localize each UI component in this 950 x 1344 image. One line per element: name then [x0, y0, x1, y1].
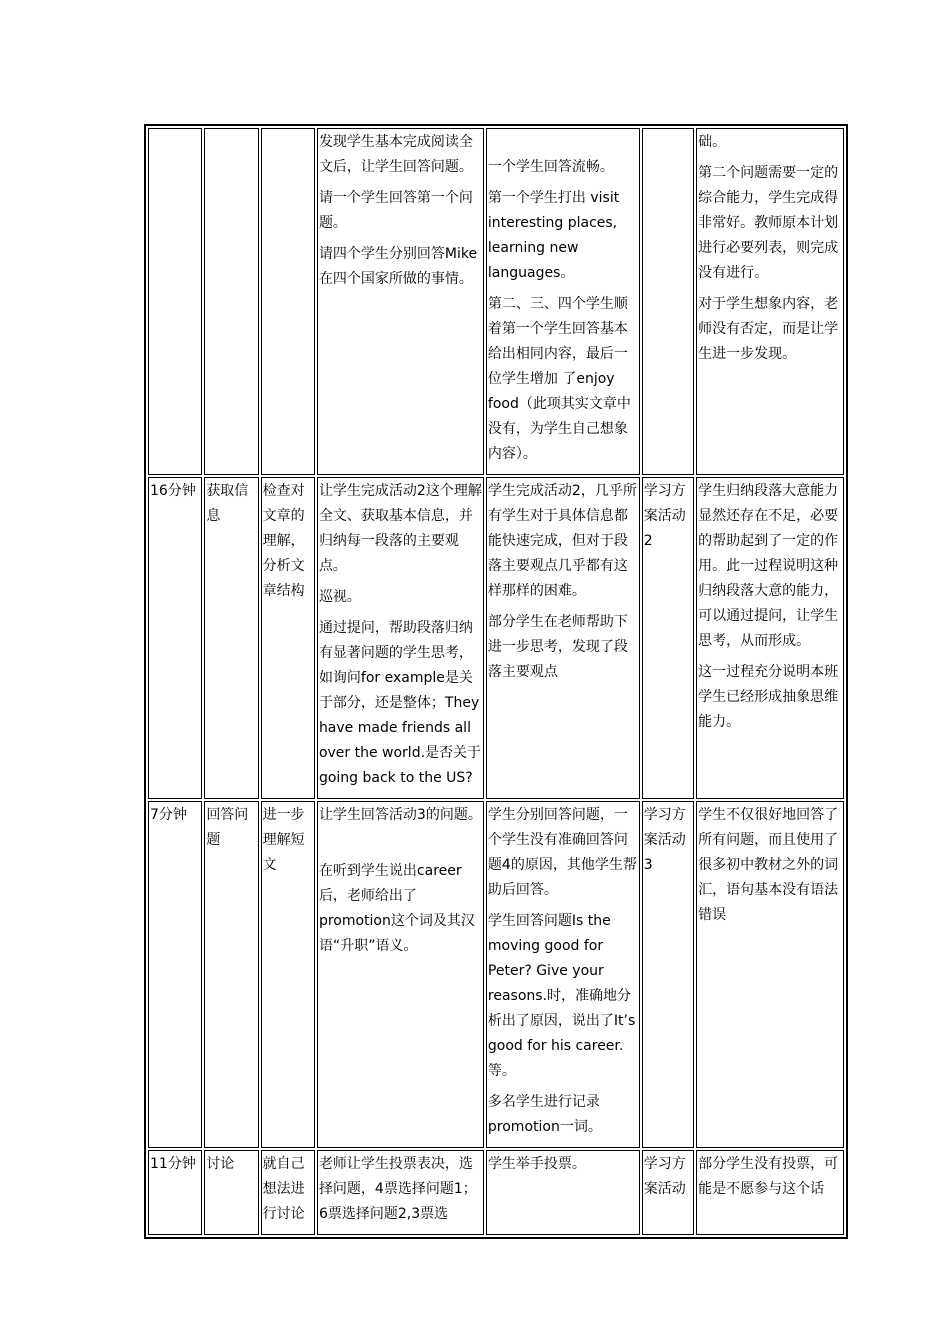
- paragraph: 学生不仅很好地回答了所有问题，而且使用了很多初中教材之外的词汇，语句基本没有语法错误: [698, 807, 839, 923]
- step-cell: 获取信息: [204, 477, 258, 799]
- paragraph: 础。: [698, 134, 727, 150]
- paragraph: 多名学生进行记录promotion一词。: [487, 1094, 602, 1135]
- paragraph: 学生回答问题Is the moving good for Peter? Give your reasons.时，准确地分析出了原因，说出了It’s good for his career.等。: [487, 913, 636, 1079]
- paragraph: 对于学生想象内容，老师没有否定，而是让学生进一步发现。: [698, 296, 839, 362]
- paragraph: 学生分别回答问题，一个学生没有准确回答问题4的原因，其他学生帮助后回答。: [487, 807, 637, 898]
- time-cell: 7分钟: [148, 801, 202, 1148]
- paragraph: 第二、三、四个学生顺着第一个学生回答基本给出相同内容，最后一位学生增加 了enjoy food（此项其实文章中没有，为学生自己想象内容）。: [487, 296, 631, 462]
- teacher-activity-cell: [317, 1150, 484, 1235]
- paragraph: 学生归纳段落大意能力显然还存在不足，必要的帮助起到了一定的作用。此一过程说明这种归纳段落大意的能力，可以通过提问，让学生思考，从而形成。: [698, 483, 839, 649]
- paragraph: 通过提问，帮助段落归纳有显著问题的学生思考，如询问for example是关于部分，还是整体；They have made friends all over the world.是否关于going back to the US?: [318, 620, 482, 786]
- teacher-activity-cell: [317, 477, 484, 799]
- paragraph: 请一个学生回答第一个问题。: [318, 190, 473, 231]
- paragraph: 发现学生基本完成阅读全文后，让学生回答问题。: [318, 134, 473, 175]
- material-cell: 学习方案活动: [642, 1150, 694, 1235]
- paragraph: 第一个学生打出 visit interesting places, learning new languages。: [487, 190, 620, 281]
- material-cell: 学习方案活动3: [642, 801, 694, 1148]
- teacher-activity-cell: [317, 801, 484, 1148]
- step-cell: 讨论: [204, 1150, 258, 1235]
- paragraph: 巡视。: [318, 589, 361, 605]
- time-cell: 11分钟: [148, 1150, 202, 1235]
- paragraph: 第二个问题需要一定的综合能力，学生完成得非常好。教师原本计划进行必要列表，则完成没有进行。: [698, 165, 839, 281]
- goal-cell: [261, 128, 315, 475]
- step-cell: [204, 128, 258, 475]
- paragraph: 老师让学生投票表决，选择问题，4票选择问题1；6票选择问题2,3票选: [318, 1156, 477, 1222]
- material-cell: 学习方案活动2: [642, 477, 694, 799]
- lesson-record-table: [144, 124, 848, 1239]
- student-activity-cell: [486, 128, 640, 475]
- paragraph: 部分学生在老师帮助下进一步思考，发现了段落主要观点: [487, 614, 628, 680]
- paragraph: 部分学生没有投票，可能是不愿参与这个话: [698, 1156, 839, 1197]
- paragraph: 一个学生回答流畅。: [487, 159, 614, 175]
- paragraph: 学生完成活动2，几乎所有学生对于具体信息都能快速完成，但对于段落主要观点几乎都有这样那样的困难。: [487, 483, 637, 599]
- paragraph: 学生举手投票。: [487, 1156, 586, 1172]
- reflection-cell: [696, 128, 844, 475]
- time-cell: [148, 128, 202, 475]
- goal-cell: 就自己想法进行讨论: [261, 1150, 315, 1235]
- table-row: [148, 477, 844, 799]
- material-cell: [642, 128, 694, 475]
- step-cell: 回答问题: [204, 801, 258, 1148]
- goal-cell: 检查对文章的理解，分析文章结构: [261, 477, 315, 799]
- goal-cell: 进一步理解短文: [261, 801, 315, 1148]
- paragraph: 请四个学生分别回答Mike在四个国家所做的事情。: [318, 246, 478, 287]
- reflection-cell: [696, 1150, 844, 1235]
- teacher-activity-cell: [317, 128, 484, 475]
- table-row: [148, 1150, 844, 1235]
- paragraph: 让学生回答活动3的问题。: [318, 807, 482, 823]
- student-activity-cell: [486, 801, 640, 1148]
- time-cell: 16分钟: [148, 477, 202, 799]
- student-activity-cell: [486, 1150, 640, 1235]
- reflection-cell: [696, 801, 844, 1148]
- table-row: [148, 801, 844, 1148]
- paragraph: 让学生完成活动2这个理解全文、获取基本信息，并归纳每一段落的主要观点。: [318, 483, 482, 574]
- paragraph: 这一过程充分说明本班学生已经形成抽象思维能力。: [698, 664, 839, 730]
- paragraph: 在听到学生说出career后，老师给出了promotion这个词及其汉语“升职”语义。: [318, 863, 475, 954]
- student-activity-cell: [486, 477, 640, 799]
- table-row: [148, 128, 844, 475]
- reflection-cell: [696, 477, 844, 799]
